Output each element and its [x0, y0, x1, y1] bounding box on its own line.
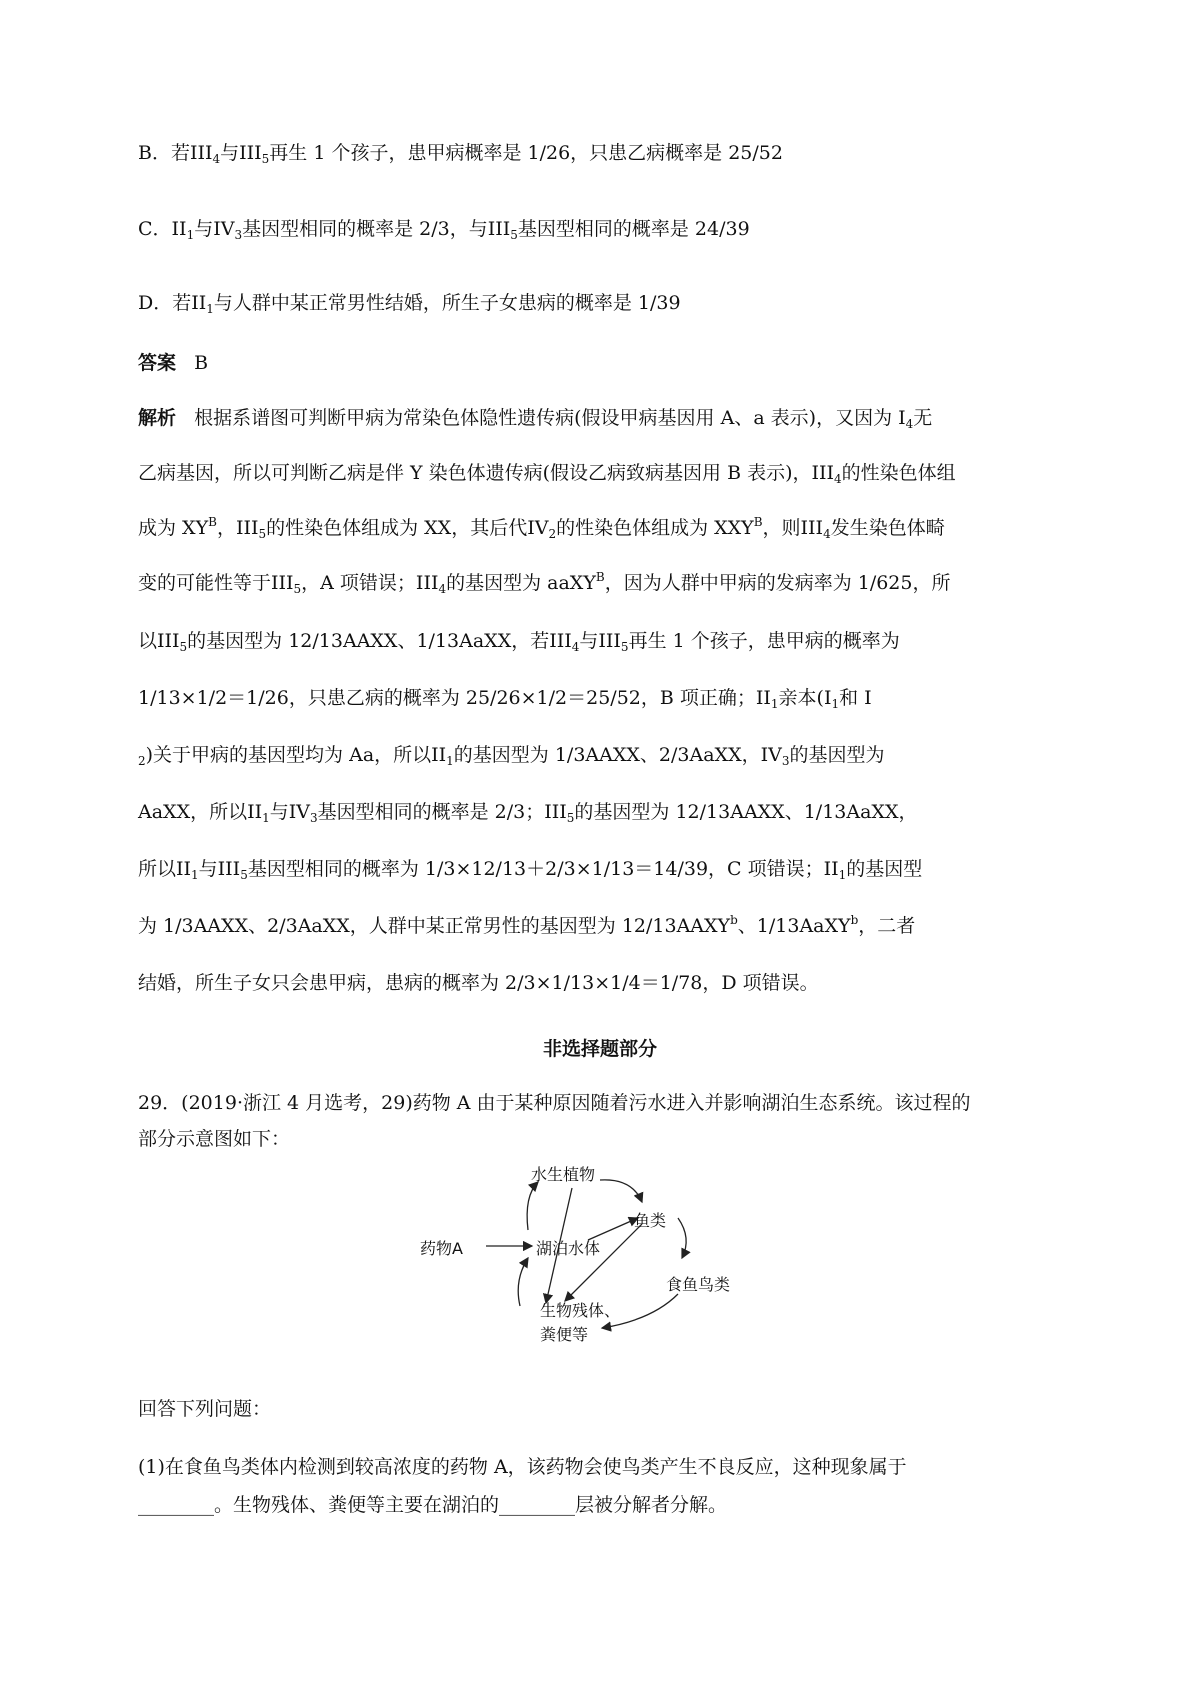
analysis-line-2: 乙病基因，所以可判断乙病是伴 Y 染色体遗传病(假设乙病致病基因用 B 表示)，$III_4$的性染色体组	[138, 462, 956, 486]
node-drug-a: 药物A	[420, 1239, 463, 1258]
arrow-fish-to-birds	[678, 1218, 686, 1258]
analysis-line-4: 变的可能性等于$III_5$，A 项错误；$III_4$的基因型为 aaXY$^B$，因为人群中甲病的发病率为 1/625，所	[138, 570, 951, 596]
answer-label: 答案	[138, 352, 177, 374]
option-d: D．若$II_1$与人群中某正常男性结婚，所生子女患病的概率是 1/39	[138, 292, 681, 316]
analysis-label: 解析	[138, 407, 177, 429]
node-fish: 鱼类	[634, 1211, 667, 1230]
analysis-line-11: 结婚，所生子女只会患甲病，患病的概率为 2/3×1/13×1/4＝1/78，D 项错误。	[138, 972, 819, 994]
node-remains-line-1: 生物残体、	[540, 1301, 621, 1320]
analysis-line-8: AaXX，所以$II_1$与$IV_3$基因型相同的概率是 2/3；$III_5$的基因型为 12/13AAXX、1/13AaXX，	[138, 801, 918, 825]
analysis-line-9: 所以$II_1$与$III_5$基因型相同的概率为 1/3×12/13＋2/3×1/13＝14/39，C 项错误；$II_1$的基因型	[138, 858, 923, 882]
subquestion-1-line-1: (1)在食鱼鸟类体内检测到较高浓度的药物 A，该药物会使鸟类产生不良反应，这种现象属于	[138, 1456, 907, 1478]
answer-line	[138, 350, 208, 376]
option-c: C．$II_1$与$IV_3$基因型相同的概率是 2/3，与$III_5$基因型相同的概率是 24/39	[138, 218, 750, 242]
analysis-line-10: 为 1/3AAXX、2/3AaXX，人群中某正常男性的基因型为 12/13AAXY$^b$、1/13AaXY$^b$，二者	[138, 913, 916, 937]
question-29-line-2: 部分示意图如下：	[138, 1128, 291, 1150]
node-fish-eating-birds: 食鱼鸟类	[666, 1275, 731, 1294]
option-b: B．若$III_4$与$III_5$再生 1 个孩子，患甲病概率是 1/26，只患乙病概率是 25/52	[138, 142, 783, 166]
analysis-line-3: 成为 $XY^B$，$III_5$的性染色体组成为 XX，其后代$IV_2$的性染色体组成为 $XXY^B$，则$III_4$发生染色体畸	[138, 515, 945, 541]
answer-value: B	[194, 352, 209, 374]
analysis-line-6: 1/13×1/2＝1/26，只患乙病的概率为 25/26×1/2＝25/52，B 项正确；$II_1$亲本($I_1$和 I	[138, 687, 872, 711]
node-remains-line-2: 粪便等	[540, 1325, 589, 1344]
subquestion-1-line-2: ________。生物残体、粪便等主要在湖泊的________层被分解者分解。	[138, 1494, 728, 1516]
blank-1[interactable]: ________	[138, 1494, 214, 1516]
arrow-plants-to-fish	[600, 1180, 642, 1202]
question-29-line-1: 29．(2019·浙江 4 月选考，29)药物 A 由于某种原因随着污水进入并影响湖泊生态系统。该过程的	[138, 1092, 971, 1114]
answer-prompt: 回答下列问题：	[138, 1398, 272, 1420]
analysis-line-1: 解析 根据系谱图可判断甲病为常染色体隐性遗传病(假设甲病基因用 A、a 表示)，又因为 $I_4$无	[138, 407, 933, 431]
section-title: 非选择题部分	[542, 1038, 657, 1060]
blank-2[interactable]: ________	[499, 1494, 576, 1516]
node-aquatic-plants: 水生植物	[531, 1165, 596, 1184]
analysis-line-5: 以$III_5$的基因型为 12/13AAXX、1/13AaXX，若$III_4$与$III_5$再生 1 个孩子，患甲病的概率为	[138, 630, 900, 654]
arrow-lake-to-plants	[527, 1182, 538, 1230]
node-lake-water: 湖泊水体	[536, 1239, 601, 1258]
analysis-line-7: $_2$)关于甲病的基因型均为 Aa，所以$II_1$的基因型为 1/3AAXX、2/3AaXX，$IV_3$的基因型为	[138, 744, 885, 768]
arrow-remains-to-lake	[518, 1258, 528, 1306]
